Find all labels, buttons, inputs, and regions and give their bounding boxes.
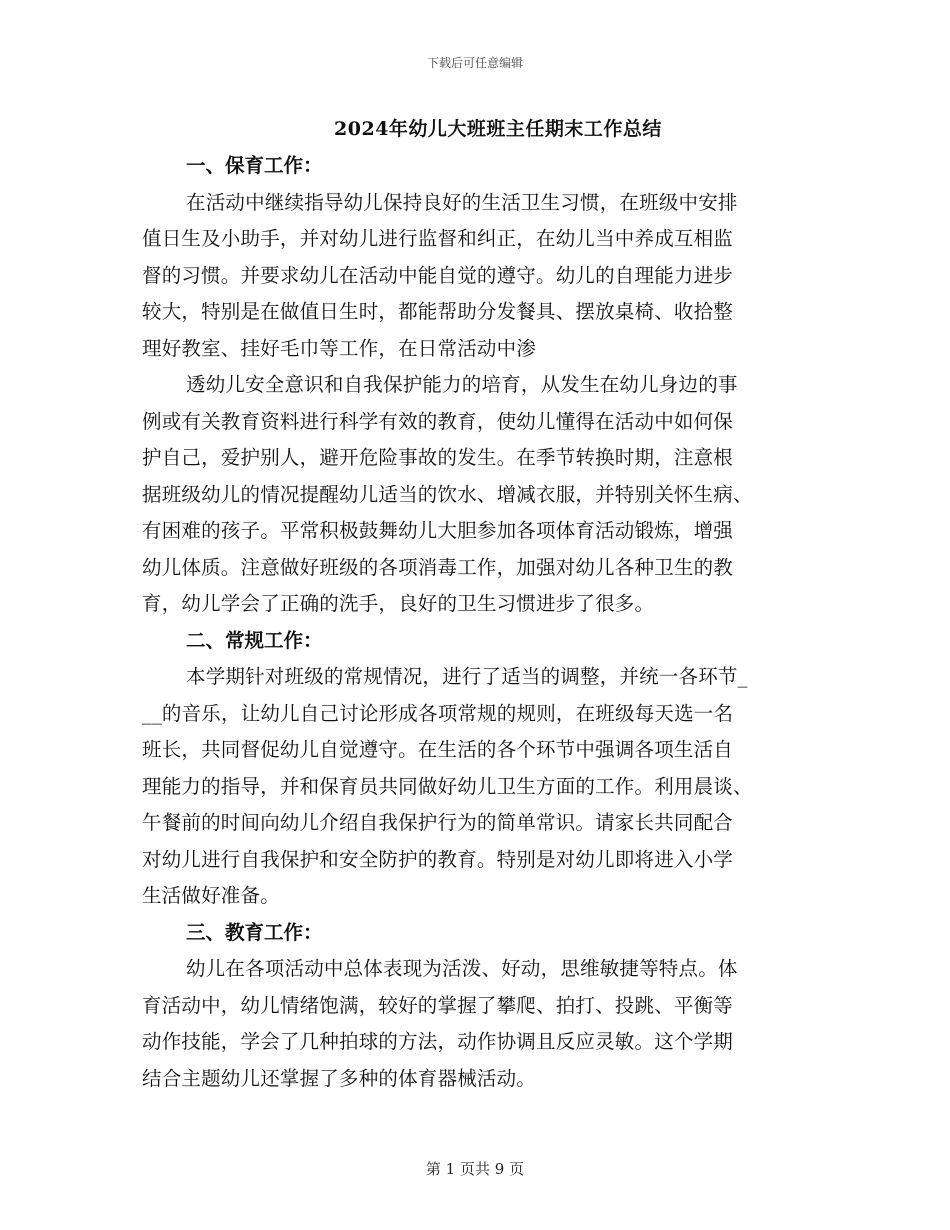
paragraph-line: 护自己，爱护别人，避开危险事故的发生。在季节转换时期，注意根 [142,446,734,469]
paragraph-line: 育活动中，幼儿情绪饱满，较好的掌握了攀爬、拍打、投跳、平衡等 [142,993,734,1017]
paragraph-line: 有困难的孩子。平常积极鼓舞幼儿大胆参加各项体育活动锻炼，增强 [142,519,734,542]
paragraph-line: 本学期针对班级的常规情况，进行了适当的调整，并统一各环节_ [186,665,748,688]
paragraph-line: 班长，共同督促幼儿自觉遵守。在生活的各个环节中强调各项生活自 [142,738,734,761]
page-number-footer: 第 1 页共 9 页 [425,1160,525,1178]
paragraph-line: 生活做好准备。 [142,884,280,907]
paragraph-line: 在活动中继续指导幼儿保持良好的生活卫生习惯，在班级中安排 [186,190,738,214]
body-paragraph [142,367,810,623]
paragraph-line: 理能力的指导，并和保育员共同做好幼儿卫生方面的工作。利用晨谈、 [142,774,753,798]
document-title: 2024年幼儿大班班主任期末工作总结 [334,118,662,140]
paragraph-line: 结合主题幼儿还掌握了多种的体育器械活动。 [142,1066,537,1090]
paragraph-line: 透幼儿安全意识和自我保护能力的培育，从发生在幼儿身边的事 [186,373,738,396]
section-heading: 二、常规工作： [186,628,323,652]
paragraph-line: 幼儿在各项活动中总体表现为活泼、好动，思维敏捷等特点。体 [186,957,738,980]
paragraph-line: __的音乐，让幼儿自己讨论形成各项常规的规则，在班级每天选一名 [142,701,734,725]
paragraph-line: 对幼儿进行自我保护和安全防护的教育。特别是对幼儿即将进入小学 [142,847,734,871]
body-paragraph [142,185,810,368]
paragraph-line: 值日生及小助手，并对幼儿进行监督和纠正，在幼儿当中养成互相监 [142,227,734,250]
paragraph-line: 例或有关教育资料进行科学有效的教育，使幼儿懂得在活动中如何保 [142,409,734,433]
document-body [142,148,810,1097]
paragraph-line: 动作技能，学会了几种拍球的方法，动作协调且反应灵敏。这个学期 [142,1030,734,1053]
paragraph-line: 较大，特别是在做值日生时，都能帮助分发餐具、摆放桌椅、收拾整 [142,300,734,323]
paragraph-line: 据班级幼儿的情况提醒幼儿适当的饮水、增减衣服，并特别关怀生病、 [142,482,753,506]
paragraph-line: 育，幼儿学会了正确的洗手，良好的卫生习惯进步了很多。 [142,592,655,615]
body-paragraph [142,951,810,1097]
paragraph-line: 督的习惯。并要求幼儿在活动中能自觉的遵守。幼儿的自理能力进步 [142,263,734,287]
header-note: 下载后可任意编辑 [426,56,523,70]
paragraph-line: 午餐前的时间向幼儿介绍自我保护行为的简单常识。请家长共同配合 [142,811,734,834]
section-heading: 一、保育工作： [186,154,323,177]
paragraph-line: 幼儿体质。注意做好班级的各项消毒工作，加强对幼儿各种卫生的教 [142,555,734,579]
body-paragraph [142,659,810,915]
paragraph-line: 理好教室、挂好毛巾等工作，在日常活动中渗 [142,336,537,360]
section-heading: 三、教育工作： [186,920,323,944]
